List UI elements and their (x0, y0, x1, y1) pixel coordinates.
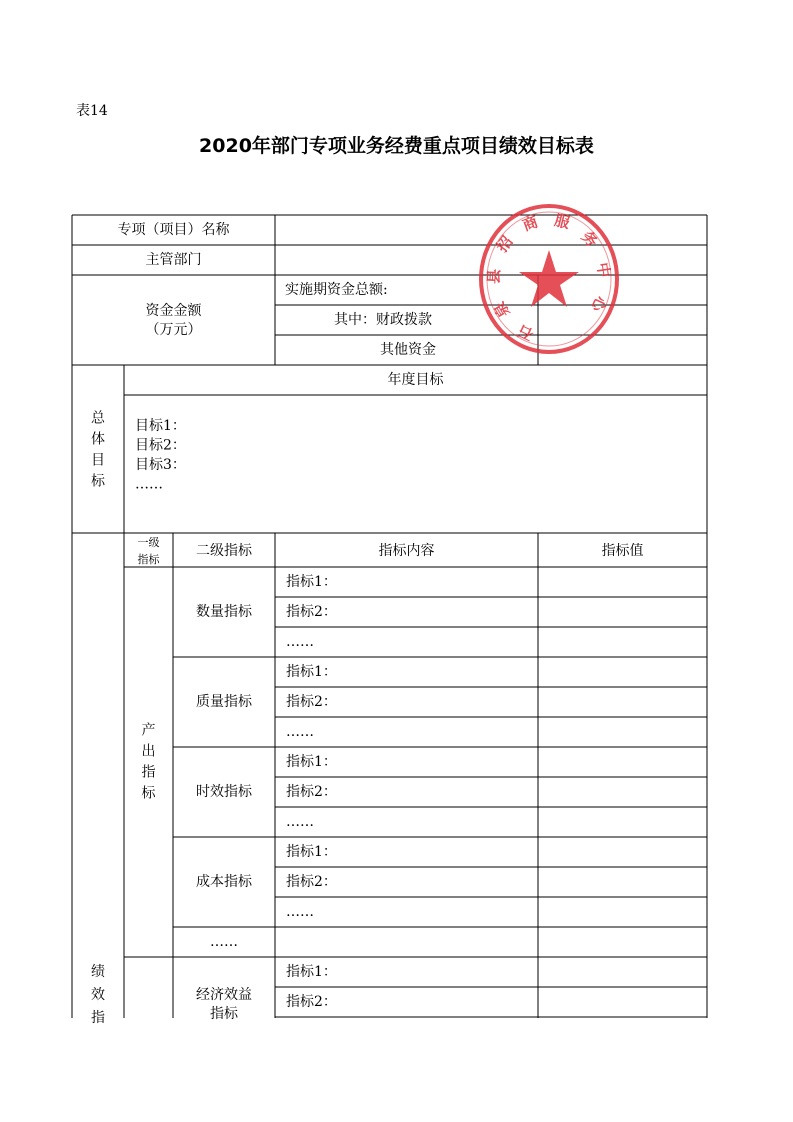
indicator-item: 指标2： (286, 694, 337, 710)
output-indicator-label: 标 (141, 785, 156, 802)
indicator-item: 指标1： (286, 844, 337, 860)
level2-indicator: 数量指标 (196, 604, 252, 620)
goal-line: 目标1： (135, 418, 186, 434)
seal-lettering: 中 (593, 261, 614, 279)
indicator-item: …… (286, 904, 314, 920)
seal-lettering: 石 (515, 321, 537, 344)
level1-header: 指标 (137, 553, 160, 566)
annual-goal-header: 年度目标 (387, 372, 444, 388)
funds-label: 资金金额 (145, 303, 202, 319)
performance-indicator-side-label: 效 (91, 987, 105, 1003)
seal-lettering: 县 (484, 268, 504, 285)
indicator-item: …… (286, 634, 314, 650)
indicator-item: 指标1： (286, 754, 337, 770)
performance-indicator-side-label: 绩 (91, 964, 105, 980)
funds-unit-label: （万元） (145, 322, 202, 338)
content-header: 指标内容 (378, 543, 435, 559)
overall-goal-side-label: 目 (91, 452, 105, 469)
level2-indicator: 经济效益 (196, 987, 252, 1003)
output-indicator-label: 产 (141, 722, 156, 739)
seal-lettering: 商 (520, 212, 541, 235)
indicator-item: 指标2： (286, 784, 337, 800)
indicator-item: 指标1： (286, 964, 337, 980)
level2-header: 二级指标 (196, 543, 252, 559)
project-name-label: 专项（项目）名称 (117, 222, 230, 238)
indicator-item: …… (286, 724, 314, 740)
value-header: 指标值 (601, 543, 644, 559)
goal-line: …… (135, 476, 163, 493)
seal-star-icon (519, 250, 579, 307)
other-funds-label: 其他资金 (380, 342, 436, 358)
output-indicator-label: 指 (141, 764, 156, 781)
goal-line: 目标3： (135, 457, 186, 473)
overall-goal-side-label: 总 (91, 410, 105, 427)
level1-header: 一级 (137, 536, 160, 549)
overall-goal-side-label: 体 (91, 431, 105, 448)
indicator-item: …… (286, 814, 314, 830)
goal-line: 目标2： (135, 437, 186, 454)
fiscal-funds-label: 其中：财政拨款 (334, 312, 432, 328)
official-seal (476, 200, 622, 358)
seal-lettering: 心 (587, 293, 611, 315)
level2-indicator: 质量指标 (196, 694, 252, 710)
seal-lettering: 服 (552, 211, 572, 233)
level2-indicator: 成本指标 (196, 874, 252, 890)
indicator-item: 指标2： (286, 874, 337, 890)
seal-lettering: 泉 (490, 298, 514, 321)
level2-indicator: 时效指标 (196, 784, 252, 800)
indicator-item: 指标2： (286, 994, 337, 1010)
seal-lettering: 招 (492, 232, 517, 256)
table-number: 表14 (76, 103, 108, 119)
performance-indicator-side-label: 指 (91, 1010, 105, 1026)
indicator-item: 指标1： (286, 574, 337, 590)
page-title: 2020年部门专项业务经费重点项目绩效目标表 (199, 135, 594, 157)
level2-indicator-more: …… (210, 934, 238, 950)
indicator-item: 指标2： (286, 604, 337, 620)
indicator-item: 指标1： (286, 664, 337, 680)
overall-goal-side-label: 标 (91, 473, 105, 490)
output-indicator-label: 出 (141, 743, 156, 760)
seal-lettering: 务 (577, 227, 602, 251)
department-label: 主管部门 (145, 252, 202, 268)
level2-indicator: 指标 (210, 1006, 238, 1022)
total-funds-label: 实施期资金总额: (285, 282, 388, 298)
